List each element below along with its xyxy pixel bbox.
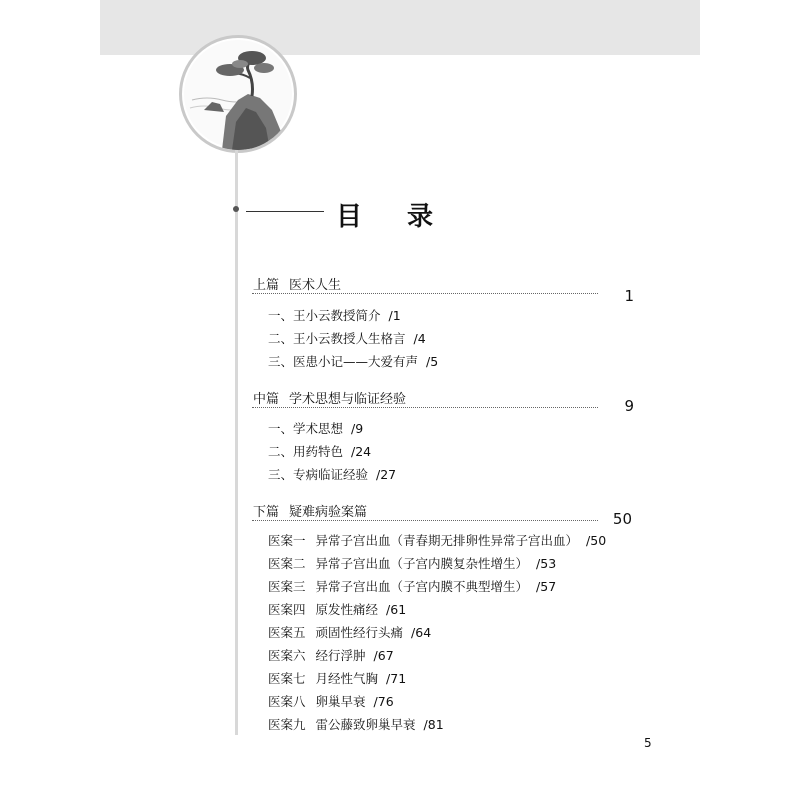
entry-page: /50 (586, 533, 607, 548)
entry-page: /71 (386, 671, 407, 686)
toc-entry[interactable] (268, 442, 371, 460)
toc-entry[interactable] (268, 600, 406, 618)
part-heading-3 (253, 501, 367, 520)
entry-title: 三、专病临证经验 (268, 467, 369, 482)
case-label: 医案五 (268, 625, 306, 640)
entry-title: 二、王小云教授人生格言 (268, 331, 406, 346)
case-label: 医案八 (268, 694, 306, 709)
entry-title: 月经性气胸 (315, 671, 379, 686)
toc-entry[interactable] (268, 646, 394, 664)
title-rule (246, 211, 324, 212)
entry-page: /1 (388, 308, 401, 323)
toc-entry[interactable] (268, 329, 426, 347)
part-leader-dots (252, 407, 598, 408)
entry-page: /64 (411, 625, 432, 640)
entry-page: /5 (426, 354, 439, 369)
toc-entry[interactable] (268, 352, 438, 370)
entry-page: /4 (413, 331, 426, 346)
entry-page: /81 (423, 717, 444, 732)
vertical-divider (235, 150, 238, 735)
case-label: 医案一 (268, 533, 306, 548)
page-number: 5 (644, 736, 652, 750)
toc-entry[interactable] (268, 623, 431, 641)
header-band (100, 0, 700, 55)
entry-title: 异常子宫出血（子宫内膜不典型增生） (315, 579, 529, 594)
divider-dot (233, 206, 239, 212)
part-page-number: 1 (624, 287, 634, 305)
toc-entry[interactable] (268, 419, 363, 437)
case-label: 医案二 (268, 556, 306, 571)
entry-page: /24 (351, 444, 372, 459)
entry-page: /9 (351, 421, 364, 436)
part-name: 学术思想与临证经验 (289, 392, 407, 407)
case-label: 医案六 (268, 648, 306, 663)
entry-page: /61 (386, 602, 407, 617)
part-name: 医术人生 (289, 278, 342, 293)
case-label: 医案四 (268, 602, 306, 617)
toc-entry[interactable] (268, 715, 444, 733)
part-page-number: 50 (612, 510, 632, 528)
entry-page: /53 (536, 556, 557, 571)
case-label: 医案九 (268, 717, 306, 732)
part-label: 上篇 (253, 278, 280, 293)
part-name: 疑难病验案篇 (289, 505, 368, 520)
entry-title: 原发性痛经 (315, 602, 379, 617)
part-page-number: 9 (624, 397, 634, 415)
entry-page: /27 (376, 467, 397, 482)
part-heading-1 (253, 274, 341, 293)
entry-title: 经行浮肿 (315, 648, 366, 663)
toc-entry[interactable] (268, 306, 401, 324)
entry-title: 雷公藤致卵巢早衰 (315, 717, 416, 732)
entry-title: 三、医患小记——大爱有声 (268, 354, 419, 369)
entry-page: /76 (373, 694, 394, 709)
entry-title: 异常子宫出血（子宫内膜复杂性增生） (315, 556, 529, 571)
entry-title: 卵巢早衰 (315, 694, 366, 709)
toc-entry[interactable] (268, 669, 406, 687)
entry-title: 二、用药特色 (268, 444, 344, 459)
toc-entry[interactable] (268, 692, 394, 710)
landscape-medallion-icon (179, 35, 297, 153)
page-title: 目 录 (336, 202, 452, 232)
entry-title: 异常子宫出血（青春期无排卵性异常子宫出血） (315, 533, 579, 548)
entry-title: 一、学术思想 (268, 421, 344, 436)
part-heading-2 (253, 388, 406, 407)
part-label: 下篇 (253, 505, 280, 520)
entry-page: /67 (373, 648, 394, 663)
toc-entry[interactable] (268, 465, 396, 483)
toc-entry[interactable] (268, 577, 556, 595)
case-label: 医案七 (268, 671, 306, 686)
toc-entry[interactable] (268, 531, 606, 549)
case-label: 医案三 (268, 579, 306, 594)
entry-title: 顽固性经行头痛 (315, 625, 404, 640)
part-leader-dots (252, 520, 598, 521)
entry-page: /57 (536, 579, 557, 594)
entry-title: 一、王小云教授简介 (268, 308, 381, 323)
toc-entry[interactable] (268, 554, 556, 572)
part-label: 中篇 (253, 392, 280, 407)
part-leader-dots (252, 293, 598, 294)
